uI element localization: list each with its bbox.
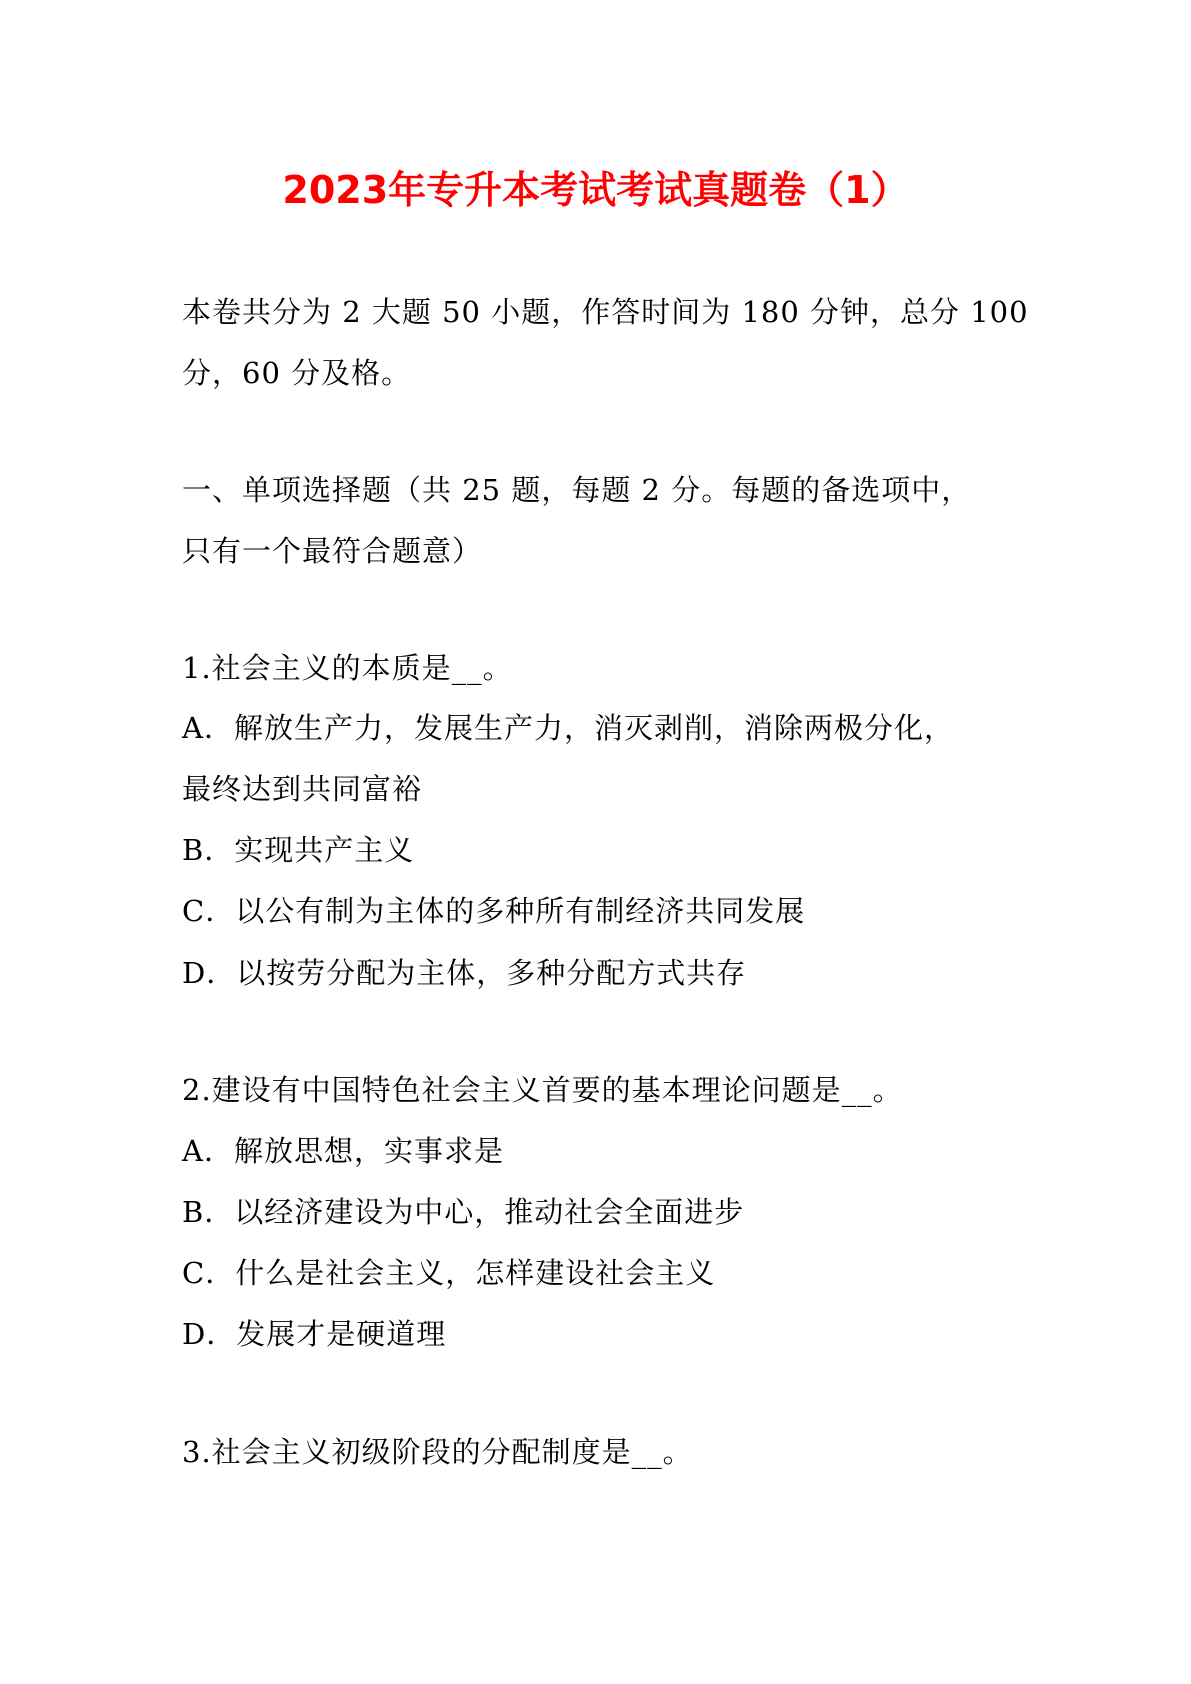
question-1-option-a-line-2: 最终达到共同富裕: [182, 772, 423, 806]
section-heading-line-2: 只有一个最符合题意）: [182, 534, 483, 568]
question-2-option-c: C．什么是社会主义，怎样建设社会主义: [182, 1256, 716, 1290]
section-heading-line-1: 一、单项选择题（共 25 题，每题 2 分。每题的备选项中，: [182, 473, 972, 507]
intro-line-1: 本卷共分为 2 大题 50 小题，作答时间为 180 分钟，总分 100: [182, 295, 1029, 329]
question-1-option-d: D．以按劳分配为主体，多种分配方式共存: [182, 956, 747, 990]
question-3-stem: 3.社会主义初级阶段的分配制度是__。: [182, 1435, 693, 1469]
page-title: 2023年专升本考试考试真题卷（1）: [282, 168, 909, 212]
question-2-option-d: D．发展才是硬道理: [182, 1317, 447, 1351]
question-2-option-a: A．解放思想，实事求是: [182, 1134, 504, 1168]
question-1-stem: 1.社会主义的本质是__。: [182, 651, 513, 685]
question-1-option-b: B．实现共产主义: [182, 833, 415, 867]
question-2-option-b: B．以经济建设为中心，推动社会全面进步: [182, 1195, 745, 1229]
question-1-option-c: C．以公有制为主体的多种所有制经济共同发展: [182, 894, 806, 928]
question-2-stem: 2.建设有中国特色社会主义首要的基本理论问题是__。: [182, 1073, 903, 1107]
question-1-option-a-line-1: A．解放生产力，发展生产力，消灭剥削，消除两极分化，: [182, 711, 954, 745]
intro-line-2: 分，60 分及格。: [182, 356, 412, 390]
